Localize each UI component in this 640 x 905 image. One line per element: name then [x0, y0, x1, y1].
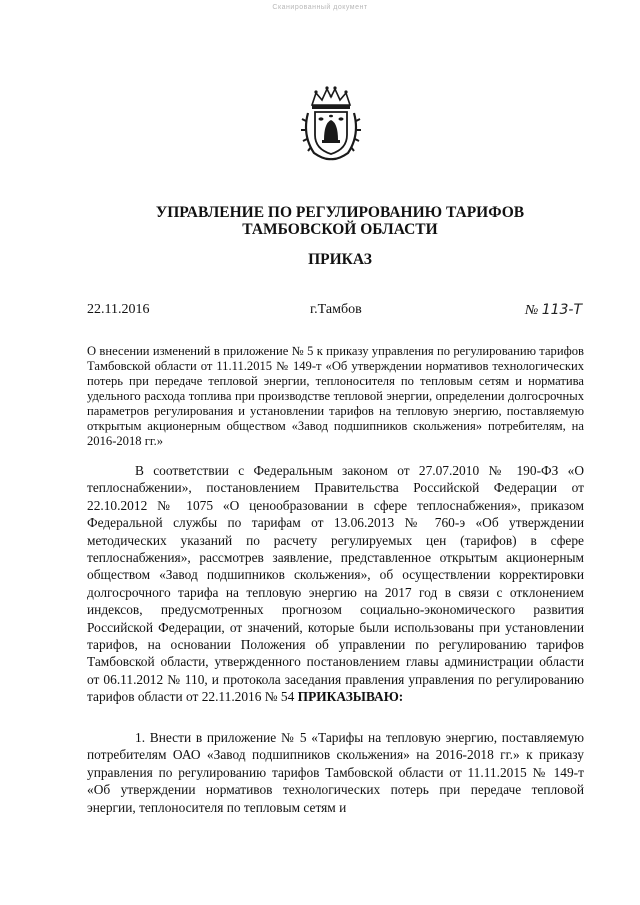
preamble-text: В соответствии с Федеральным законом от 27.07.2010 № 190-ФЗ «О теплоснабжении», постановлением Правительства Российской Федерации от 22.10.2012 № 1075 «О ценообразовании в сфере теплоснабжения», приказом Федеральной службы по тарифам от 13.06.2013 № 760-э «Об утверждении методических указаний по расчету регулируемых цен (тарифов) в сфере теплоснабжения», рассмотрев заявление, представленное открытым акционерным обществом «Завод подшипников скольжения», об осуществлении корректировки долгосрочного тарифа на тепловую энергию на 2017 год в связи с отклонением индексов, предусмотренных прогнозом социально-экономического развития Российской Федерации, от значений, которые были использованы при установлении тарифов, на основании Положения об управлении по регулированию тарифов Тамбовской области, утвержденного постановлением главы администрации области от 06.11.2012 № 110, и протокола заседания правления управления по регулированию тарифов области от 22.11.2016 № 54	[87, 463, 584, 705]
preamble-paragraph	[87, 462, 584, 706]
order-command: ПРИКАЗЫВАЮ:	[297, 689, 404, 705]
scan-header: Сканированный документ	[272, 4, 368, 11]
document-type: ПРИКАЗ	[308, 251, 372, 268]
organization-title-line1: УПРАВЛЕНИЕ ПО РЕГУЛИРОВАНИЮ ТАРИФОВ	[155, 204, 525, 221]
document-date: 22.11.2016	[87, 302, 150, 317]
tambov-coat-of-arms-icon	[300, 85, 362, 161]
organization-title	[60, 204, 620, 238]
document-number-handwritten: 113-Т	[541, 302, 583, 318]
document-subject: О внесении изменений в приложение № 5 к приказу управления по регулированию тарифов Тамбовской области от 11.11.2015 № 149-т «Об утверждении нормативов технологических потерь при передаче тепловой энергии, теплоносителя по тепловым сетям и норматива удельного расхода топлива при производстве тепловой энергии, определении долгосрочных параметров регулирования и установлении тарифов на тепловую энергию, поставляемую открытым акционерным обществом «Завод подшипников скольжения» потребителям, на 2016-2018 гг.»	[87, 344, 584, 448]
clause-1-paragraph: 1. Внести в приложение № 5 «Тарифы на тепловую энергию, поставляемую потребителям ОАО «Завод подшипников скольжения» на 2016-2018 гг.» к приказу управления по регулированию тарифов Тамбовской области от 11.11.2015 № 149-т «Об утверждении нормативов технологических потерь при передаче тепловой энергии, теплоносителя по тепловым сетям и	[87, 730, 584, 815]
organization-title-line2: ТАМБОВСКОЙ ОБЛАСТИ	[242, 221, 438, 238]
document-number	[525, 302, 582, 319]
document-number-prefix: №	[525, 303, 539, 318]
document-city: г.Тамбов	[310, 302, 362, 317]
